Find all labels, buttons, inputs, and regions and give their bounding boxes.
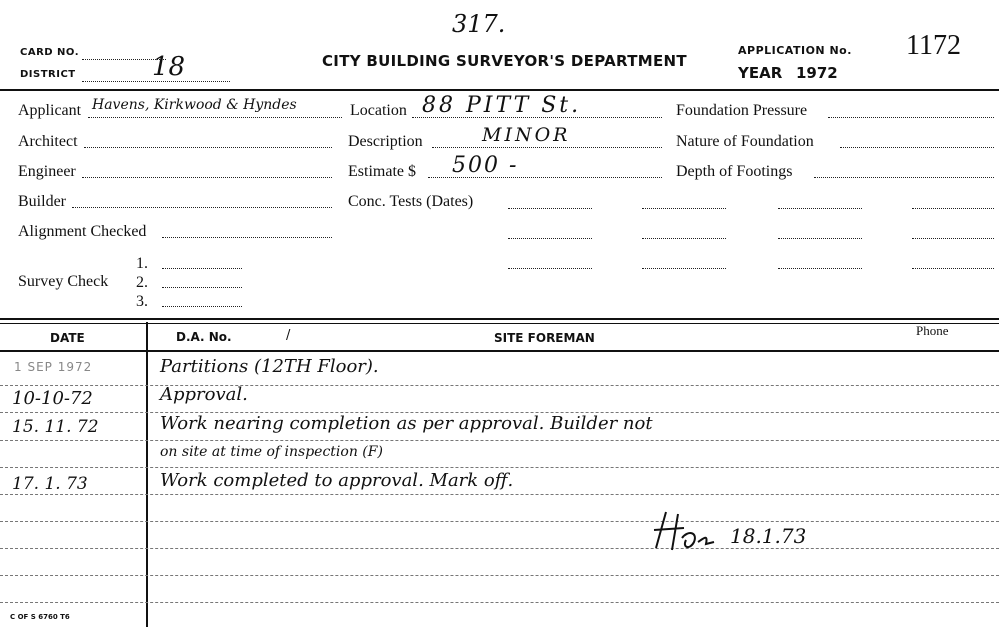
application-number: 1172 bbox=[906, 30, 961, 61]
survey-check-label: Survey Check bbox=[18, 273, 109, 290]
table-row-line bbox=[0, 385, 999, 386]
da-number-slash: / bbox=[286, 328, 291, 343]
nature-of-foundation-line bbox=[840, 147, 994, 148]
conc-line bbox=[778, 208, 862, 209]
entry-date: 10-10-72 bbox=[12, 388, 93, 409]
conc-line bbox=[642, 268, 726, 269]
conc-line bbox=[508, 208, 592, 209]
survey-num-3: 3. bbox=[136, 293, 148, 310]
entry-text: Approval. bbox=[160, 384, 248, 405]
depth-of-footings-label: Depth of Footings bbox=[676, 163, 793, 180]
table-row-line bbox=[0, 467, 999, 468]
conc-line bbox=[912, 208, 994, 209]
architect-line bbox=[84, 147, 332, 148]
description-line bbox=[432, 147, 662, 148]
conc-line bbox=[642, 238, 726, 239]
engineer-label: Engineer bbox=[18, 163, 76, 180]
applicant-value: Havens, Kirkwood & Hyndes bbox=[92, 97, 297, 113]
application-label: APPLICATION No. bbox=[738, 44, 852, 57]
survey-line-2 bbox=[162, 287, 242, 288]
top-rule bbox=[0, 89, 999, 91]
form-code: C OF S 6760 T6 bbox=[10, 613, 70, 621]
table-header-rule bbox=[0, 350, 999, 352]
entry-date-stamp: 1 SEP 1972 bbox=[14, 360, 93, 374]
card-no-label: CARD NO. bbox=[20, 47, 80, 58]
entry-text: on site at time of inspection (F) bbox=[160, 444, 383, 460]
architect-label: Architect bbox=[18, 133, 78, 150]
entry-text: Work completed to approval. Mark off. bbox=[160, 470, 514, 491]
entry-text: Partitions (12TH Floor). bbox=[160, 356, 379, 377]
alignment-label: Alignment Checked bbox=[18, 223, 147, 240]
foundation-pressure-label: Foundation Pressure bbox=[676, 102, 808, 119]
inspector-signature-scribble bbox=[648, 508, 728, 554]
page-number-handwritten: 317. bbox=[452, 10, 506, 38]
conc-line bbox=[912, 268, 994, 269]
foundation-pressure-line bbox=[828, 117, 994, 118]
description-value: MINOR bbox=[482, 124, 571, 146]
depth-of-footings-line bbox=[814, 177, 994, 178]
entry-date: 17. 1. 73 bbox=[12, 474, 88, 494]
survey-num-1: 1. bbox=[136, 255, 148, 272]
district-value: 18 bbox=[152, 52, 186, 82]
district-label: DISTRICT bbox=[20, 69, 76, 80]
table-row-line bbox=[0, 575, 999, 576]
year-label: YEAR bbox=[738, 64, 783, 82]
phone-header: Phone bbox=[916, 323, 949, 338]
date-column-divider bbox=[146, 322, 148, 627]
survey-num-2: 2. bbox=[136, 274, 148, 291]
applicant-line bbox=[88, 117, 342, 118]
engineer-line bbox=[82, 177, 332, 178]
table-row-line bbox=[0, 440, 999, 441]
date-header: DATE bbox=[50, 331, 85, 345]
location-label: Location bbox=[350, 102, 407, 119]
entry-date: 15. 11. 72 bbox=[12, 417, 99, 437]
da-number-header: D.A. No. bbox=[176, 330, 232, 344]
table-top-rule bbox=[0, 318, 999, 320]
alignment-line bbox=[162, 237, 332, 238]
applicant-label: Applicant bbox=[18, 102, 82, 119]
table-row-line bbox=[0, 548, 999, 549]
nature-of-foundation-label: Nature of Foundation bbox=[676, 133, 814, 150]
location-value: 88 PITT St. bbox=[422, 93, 582, 118]
conc-line bbox=[508, 268, 592, 269]
conc-line bbox=[508, 238, 592, 239]
estimate-value: 500 - bbox=[452, 153, 519, 178]
conc-line bbox=[642, 208, 726, 209]
entry-text: Work nearing completion as per approval. Builder not bbox=[160, 413, 653, 434]
survey-line-3 bbox=[162, 306, 242, 307]
year-value: 1972 bbox=[796, 64, 838, 82]
signature-date: 18.1.73 bbox=[730, 524, 807, 548]
table-row-line bbox=[0, 521, 999, 522]
table-row-line bbox=[0, 494, 999, 495]
table-row-line bbox=[0, 602, 999, 603]
department-title: CITY BUILDING SURVEYOR'S DEPARTMENT bbox=[322, 52, 687, 70]
conc-line bbox=[778, 238, 862, 239]
conc-tests-label: Conc. Tests (Dates) bbox=[348, 193, 474, 210]
survey-line-1 bbox=[162, 268, 242, 269]
builder-line bbox=[72, 207, 332, 208]
table-top-rule-inner bbox=[0, 323, 999, 324]
description-label: Description bbox=[348, 133, 423, 150]
conc-line bbox=[778, 268, 862, 269]
estimate-label: Estimate $ bbox=[348, 163, 416, 180]
site-foreman-header: SITE FOREMAN bbox=[494, 331, 595, 345]
builder-label: Builder bbox=[18, 193, 66, 210]
conc-line bbox=[912, 238, 994, 239]
